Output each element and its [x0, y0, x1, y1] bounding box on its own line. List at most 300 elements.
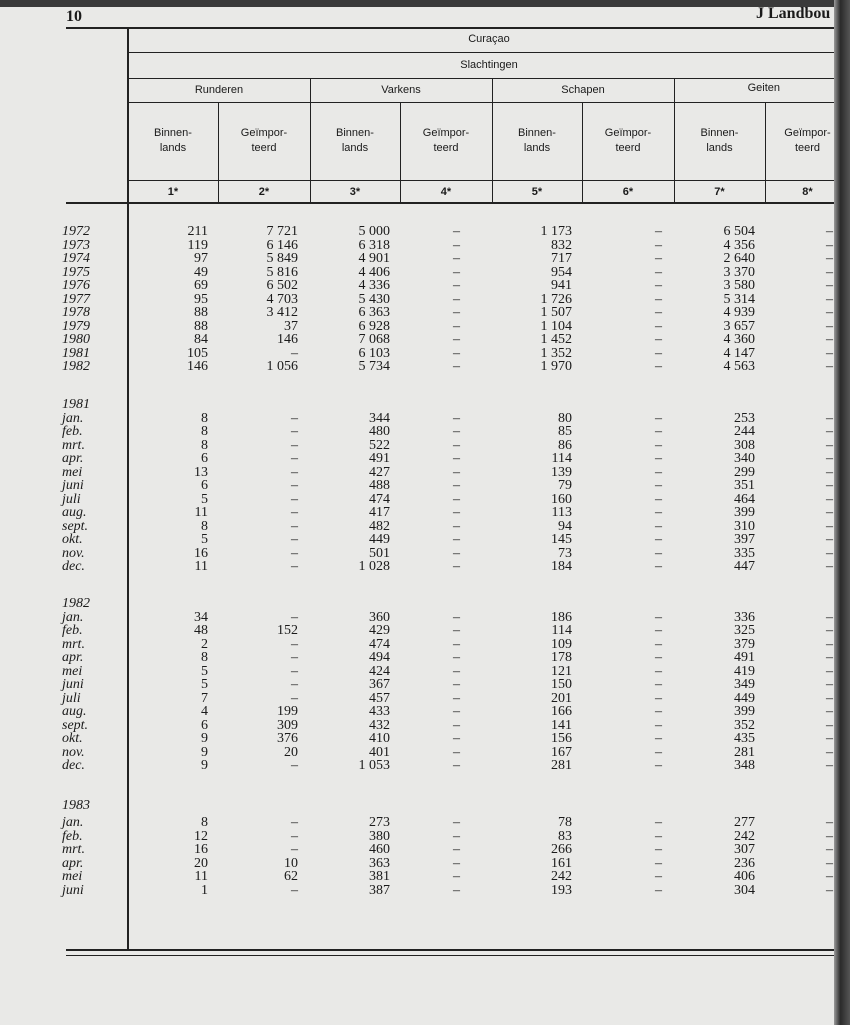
row-label: nov.: [62, 545, 85, 561]
table-cell: 145: [551, 532, 572, 547]
column-number: 6*: [622, 186, 634, 198]
table-cell: 1 970: [540, 359, 572, 374]
table-cell: 1 173: [540, 224, 572, 239]
table-cell: –: [655, 663, 662, 679]
subcolumn-header-line: Geïmpor-: [784, 127, 831, 139]
table-cell: 4 356: [723, 237, 755, 253]
table-cell: 1 726: [540, 291, 572, 307]
table-cell: 381: [369, 869, 390, 884]
table-cell: –: [826, 559, 833, 574]
table-cell: 139: [551, 464, 572, 480]
table-cell: 8: [201, 437, 208, 453]
subcolumn-header-line: teerd: [433, 142, 459, 154]
table-cell: –: [453, 704, 460, 719]
section-year-label: 1982: [62, 596, 90, 611]
table-cell: 6 363: [358, 305, 390, 320]
table-cell: –: [453, 855, 460, 871]
table-cell: –: [453, 345, 460, 361]
table-cell: –: [291, 478, 298, 493]
table-cell: 94: [558, 518, 572, 534]
table-cell: 8: [201, 815, 208, 830]
table-row: [0, 279, 850, 293]
row-label: 1973: [62, 237, 90, 253]
table-cell: 73: [558, 545, 572, 561]
table-cell: 424: [369, 663, 390, 679]
table-cell: 146: [277, 332, 298, 347]
table-cell: 184: [551, 559, 572, 574]
table-cell: 7 721: [266, 224, 298, 239]
table-cell: 5: [201, 491, 208, 507]
row-label: jan.: [62, 815, 84, 830]
table-cell: 199: [277, 704, 298, 719]
table-cell: 6 103: [358, 345, 390, 361]
group-header-varkens: Varkens: [381, 84, 421, 96]
table-cell: –: [655, 677, 662, 692]
table-cell: 491: [369, 451, 390, 466]
row-label: 1982: [62, 359, 90, 374]
table-cell: –: [826, 359, 833, 374]
subcolumn-header-line: lands: [706, 142, 733, 154]
table-cell: –: [291, 451, 298, 466]
table-cell: –: [291, 559, 298, 574]
page-number: 10: [66, 8, 82, 25]
table-cell: 69: [194, 278, 208, 293]
row-label: feb.: [62, 424, 83, 439]
table-row: [0, 830, 850, 844]
table-cell: 10: [284, 855, 298, 871]
table-cell: 85: [558, 424, 572, 439]
row-label: mrt.: [62, 636, 85, 652]
table-row: [0, 452, 850, 466]
table-cell: 6: [201, 478, 208, 493]
table-row: [0, 425, 850, 439]
subcolumn-header-line: teerd: [251, 142, 277, 154]
table-cell: 954: [551, 264, 572, 280]
table-row: [0, 293, 850, 307]
table-row: [0, 412, 850, 426]
table-cell: 150: [551, 677, 572, 692]
table-cell: 34: [194, 609, 208, 625]
row-label: dec.: [62, 758, 85, 773]
table-cell: –: [655, 623, 662, 638]
table-cell: 146: [187, 359, 208, 374]
table-cell: –: [453, 609, 460, 625]
table-cell: 309: [277, 717, 298, 733]
table-cell: –: [453, 478, 460, 493]
table-cell: 406: [734, 869, 755, 884]
table-cell: 429: [369, 623, 390, 638]
table-row: [0, 306, 850, 320]
subcolumn-header-line: Binnen-: [518, 127, 556, 139]
table-cell: 427: [369, 464, 390, 480]
table-section: [0, 398, 850, 574]
table-cell: 349: [734, 677, 755, 692]
table-cell: –: [453, 744, 460, 760]
table-cell: –: [826, 677, 833, 692]
table-cell: –: [291, 491, 298, 507]
table-cell: 433: [369, 704, 390, 719]
table-cell: –: [291, 663, 298, 679]
table-cell: 4 563: [723, 359, 755, 374]
table-cell: 1: [201, 882, 208, 898]
table-cell: –: [291, 690, 298, 706]
table-row: [0, 439, 850, 453]
table-row: [0, 466, 850, 480]
table-cell: 457: [369, 690, 390, 706]
table-cell: –: [453, 663, 460, 679]
table-cell: –: [453, 332, 460, 347]
subcolumn-header-line: Binnen-: [336, 127, 374, 139]
table-cell: 325: [734, 623, 755, 638]
table-cell: 308: [734, 437, 755, 453]
table-cell: –: [453, 224, 460, 239]
table-row: [0, 560, 850, 574]
table-cell: 277: [734, 815, 755, 830]
table-cell: –: [826, 650, 833, 665]
table-cell: 62: [284, 869, 298, 884]
table-cell: 167: [551, 744, 572, 760]
column-number: 1*: [167, 186, 179, 198]
table-row: [0, 624, 850, 638]
table-cell: 84: [194, 332, 208, 347]
table-cell: 1 104: [540, 318, 572, 334]
table-cell: 95: [194, 291, 208, 307]
table-cell: –: [826, 237, 833, 253]
table-section: [0, 597, 850, 773]
table-cell: –: [826, 663, 833, 679]
row-label: 1977: [62, 291, 90, 307]
table-cell: 78: [558, 815, 572, 830]
table-cell: –: [655, 237, 662, 253]
table-cell: 435: [734, 731, 755, 746]
table-cell: 460: [369, 842, 390, 857]
subcolumn-header-line: Geïmpor-: [604, 127, 652, 139]
table-cell: 11: [194, 869, 208, 884]
table-cell: 5 430: [358, 291, 390, 307]
table-cell: 340: [734, 451, 755, 466]
column-number: 7*: [714, 186, 725, 198]
table-cell: –: [826, 437, 833, 453]
table-cell: 5 816: [266, 264, 298, 280]
table-cell: 491: [734, 650, 755, 665]
section-label-row: [0, 597, 850, 611]
table-cell: 16: [194, 842, 208, 857]
table-cell: –: [453, 650, 460, 665]
running-head: J Landbou: [756, 5, 831, 22]
table-cell: –: [453, 410, 460, 426]
table-cell: 494: [369, 650, 390, 665]
column-number: 4*: [440, 186, 452, 198]
table-row: [0, 692, 850, 706]
table-row: [0, 651, 850, 665]
table-cell: 401: [369, 744, 390, 760]
table-cell: –: [655, 704, 662, 719]
row-label: mei: [62, 464, 83, 480]
table-cell: –: [826, 744, 833, 760]
table-row: [0, 533, 850, 547]
table-cell: 299: [734, 464, 755, 480]
table-cell: 86: [558, 437, 572, 453]
table-cell: –: [655, 744, 662, 760]
table-cell: –: [453, 291, 460, 307]
table-cell: 281: [734, 744, 755, 760]
table-cell: 4: [201, 704, 208, 719]
table-cell: 113: [551, 505, 572, 520]
column-number: 5*: [531, 186, 543, 198]
table-cell: –: [453, 491, 460, 507]
table-cell: 419: [734, 663, 755, 679]
subcolumn-header-line: teerd: [615, 142, 641, 154]
table-cell: 160: [551, 491, 572, 507]
subcolumn-header-line: lands: [159, 142, 187, 154]
row-label: mei: [62, 869, 83, 884]
row-label: jan.: [62, 410, 84, 426]
column-number: 2*: [258, 186, 270, 198]
table-cell: 8: [201, 424, 208, 439]
table-cell: 6: [201, 717, 208, 733]
table-cell: –: [655, 650, 662, 665]
table-cell: 363: [369, 855, 390, 871]
table-cell: –: [453, 251, 460, 266]
table-cell: 387: [369, 882, 390, 898]
table-cell: –: [453, 278, 460, 293]
table-cell: 1 352: [540, 345, 572, 361]
table-cell: 941: [551, 278, 572, 293]
table-cell: –: [826, 882, 833, 898]
table-cell: 7 068: [358, 332, 390, 347]
table-cell: –: [453, 424, 460, 439]
table-cell: 11: [194, 559, 208, 574]
table-cell: –: [291, 505, 298, 520]
table-row: [0, 252, 850, 266]
table-cell: –: [826, 491, 833, 507]
table-cell: –: [291, 828, 298, 844]
table-row: [0, 870, 850, 884]
table-cell: 447: [734, 559, 755, 574]
table-cell: –: [655, 505, 662, 520]
table-cell: 83: [558, 828, 572, 844]
table-cell: 5 849: [266, 251, 298, 266]
table-cell: –: [826, 828, 833, 844]
subcolumn-header: [400, 126, 492, 156]
table-cell: 16: [194, 545, 208, 561]
table-cell: 5 000: [358, 224, 390, 239]
table-cell: –: [655, 278, 662, 293]
column-number: 3*: [349, 186, 361, 198]
table-cell: 344: [369, 410, 390, 426]
table-cell: –: [655, 636, 662, 652]
subcolumn-header-line: Binnen-: [154, 127, 192, 139]
table-cell: 304: [734, 882, 755, 898]
table-cell: –: [826, 464, 833, 480]
table-cell: –: [453, 451, 460, 466]
table-row: [0, 479, 850, 493]
subcolumn-header-line: lands: [523, 142, 551, 154]
table-cell: 242: [551, 869, 572, 884]
table-cell: –: [826, 690, 833, 706]
table-cell: –: [655, 318, 662, 334]
table-cell: 417: [369, 505, 390, 520]
table-row: [0, 360, 850, 374]
group-header-schapen: Schapen: [561, 84, 605, 96]
table-cell: –: [826, 842, 833, 857]
table-cell: –: [291, 636, 298, 652]
book-binding-edge: [834, 0, 850, 1025]
table-cell: 8: [201, 650, 208, 665]
table-cell: –: [826, 623, 833, 638]
row-label: juni: [62, 677, 84, 692]
table-row: [0, 705, 850, 719]
row-label: sept.: [62, 518, 89, 534]
table-cell: 9: [201, 731, 208, 746]
table-cell: 717: [551, 251, 572, 266]
column-number: 8*: [802, 186, 813, 198]
table-row: [0, 857, 850, 871]
row-label: aug.: [62, 505, 87, 520]
table-cell: 522: [369, 437, 390, 453]
table-cell: 1 056: [266, 359, 298, 374]
table-cell: 152: [277, 623, 298, 638]
row-label: feb.: [62, 623, 83, 638]
table-cell: –: [291, 424, 298, 439]
subcolumn-header: [492, 126, 582, 156]
table-cell: –: [655, 717, 662, 733]
table-cell: 335: [734, 545, 755, 561]
table-row: [0, 547, 850, 561]
table-row: [0, 884, 850, 898]
table-cell: –: [453, 758, 460, 773]
table-row: [0, 843, 850, 857]
table-cell: 336: [734, 609, 755, 625]
table-cell: 141: [551, 717, 572, 733]
table-row: [0, 759, 850, 773]
table-cell: –: [655, 345, 662, 361]
table-cell: 9: [201, 744, 208, 760]
table-cell: –: [826, 451, 833, 466]
table-cell: –: [655, 828, 662, 844]
table-cell: –: [826, 318, 833, 334]
table-cell: 201: [551, 690, 572, 706]
table-cell: 5 734: [358, 359, 390, 374]
table-cell: 8: [201, 518, 208, 534]
table-cell: –: [453, 305, 460, 320]
row-label: juni: [62, 478, 84, 493]
table-cell: –: [291, 345, 298, 361]
table-cell: 6 928: [358, 318, 390, 334]
table-cell: –: [453, 842, 460, 857]
table-row: [0, 239, 850, 253]
table-cell: 397: [734, 532, 755, 547]
table-cell: 380: [369, 828, 390, 844]
table-cell: –: [826, 264, 833, 280]
row-label: 1974: [62, 251, 90, 266]
table-cell: –: [826, 869, 833, 884]
row-label: okt.: [62, 731, 83, 746]
table-cell: –: [826, 704, 833, 719]
table-row: [0, 732, 850, 746]
table-cell: 244: [734, 424, 755, 439]
table-cell: 281: [551, 758, 572, 773]
row-label: 1978: [62, 305, 90, 320]
table-cell: –: [291, 815, 298, 830]
table-cell: –: [453, 828, 460, 844]
table-cell: –: [291, 842, 298, 857]
table-row: [0, 266, 850, 280]
table-cell: 379: [734, 636, 755, 652]
table-cell: –: [453, 437, 460, 453]
table-cell: –: [655, 731, 662, 746]
table-cell: –: [826, 532, 833, 547]
table-cell: 351: [734, 478, 755, 493]
table-cell: –: [655, 491, 662, 507]
table-cell: 236: [734, 855, 755, 871]
table-cell: 474: [369, 491, 390, 507]
table-cell: 352: [734, 717, 755, 733]
table-cell: 156: [551, 731, 572, 746]
table-cell: –: [826, 518, 833, 534]
table-cell: 360: [369, 609, 390, 625]
table-cell: –: [655, 291, 662, 307]
table-cell: –: [826, 505, 833, 520]
section-year-label: 1983: [62, 798, 90, 813]
row-label: jan.: [62, 609, 84, 625]
table-cell: –: [453, 545, 460, 561]
table-cell: 6: [201, 451, 208, 466]
table-row: [0, 347, 850, 361]
table-cell: 4 360: [723, 332, 755, 347]
table-cell: –: [453, 359, 460, 374]
table-cell: 3 412: [266, 305, 298, 320]
subcolumn-header: [310, 126, 400, 156]
table-cell: –: [453, 815, 460, 830]
table-cell: 273: [369, 815, 390, 830]
table-cell: 49: [194, 264, 208, 280]
table-cell: 3 370: [723, 264, 755, 280]
table-row: [0, 493, 850, 507]
table-row: [0, 225, 850, 239]
subcolumn-header-line: Binnen-: [700, 127, 739, 139]
table-cell: –: [291, 758, 298, 773]
table-cell: 6 502: [266, 278, 298, 293]
subcolumn-header-line: lands: [341, 142, 369, 154]
row-label: 1975: [62, 264, 90, 280]
table-cell: 2 640: [723, 251, 755, 266]
table-cell: –: [291, 609, 298, 625]
subcolumn-header: [128, 126, 218, 156]
table-cell: 4 336: [358, 278, 390, 293]
row-label: juni: [62, 882, 84, 898]
table-cell: 307: [734, 842, 755, 857]
table-cell: –: [655, 305, 662, 320]
table-cell: 48: [194, 623, 208, 638]
table-row: [0, 506, 850, 520]
section-label-row: [0, 398, 850, 412]
table-cell: 482: [369, 518, 390, 534]
table-cell: 266: [551, 842, 572, 857]
row-label: 1976: [62, 278, 90, 293]
table-row: [0, 520, 850, 534]
table-row: [0, 816, 850, 830]
table-cell: –: [453, 559, 460, 574]
subcolumn-header-line: teerd: [794, 142, 821, 154]
scan-top-edge: [0, 0, 850, 7]
table-cell: 4 147: [723, 345, 755, 361]
table-cell: 2: [201, 636, 208, 652]
table-cell: 119: [187, 237, 208, 253]
table-cell: 4 939: [723, 305, 755, 320]
row-label: mei: [62, 663, 83, 679]
table-cell: –: [453, 690, 460, 706]
